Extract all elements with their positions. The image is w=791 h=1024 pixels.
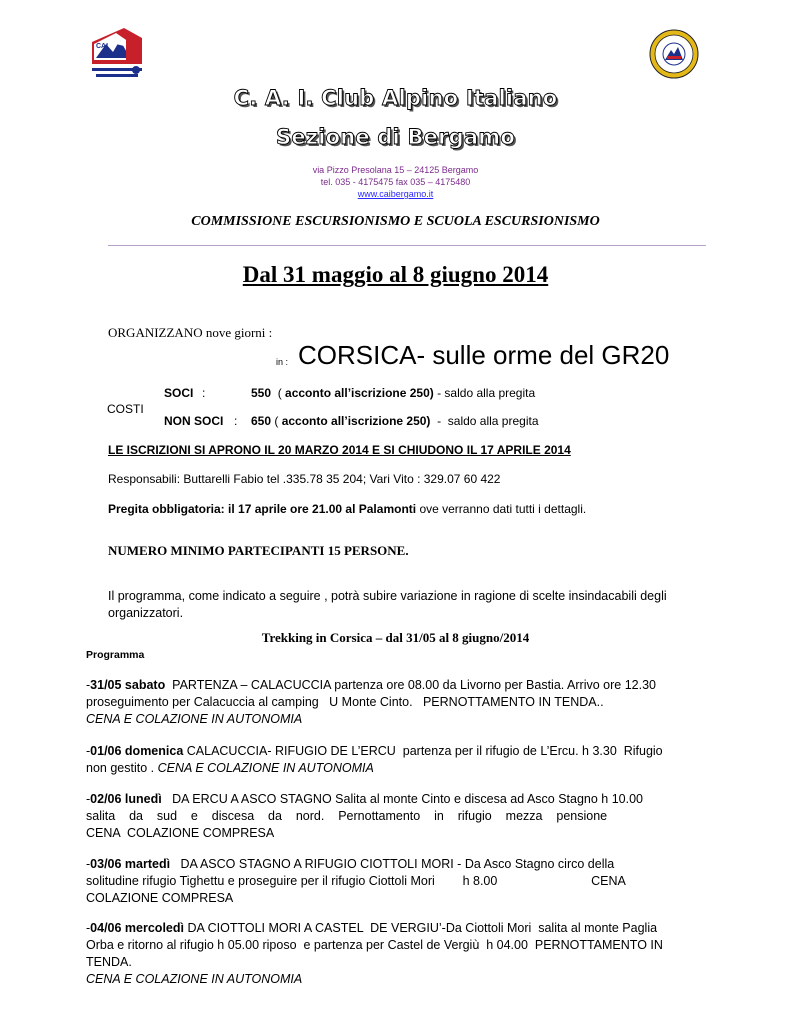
soci-colon: : [202,386,206,400]
day-date: 01/06 domenica [90,744,184,758]
day-text: DA ASCO STAGNO A RIFUGIO CIOTTOLI MORI - Da Asco Stagno circo della [170,857,615,871]
nonsoci-colon: : [234,414,238,428]
day-text: TENDA. [86,955,132,969]
day-date: 03/06 martedì [90,857,171,871]
day-prefix: - [86,744,91,758]
program-note: Il programma, come indicato a seguire , potrà subire variazione in ragione di scelte insindacabili degli organizzatori. [108,589,667,620]
address-phone: tel. 035 - 4175475 fax 035 – 4175480 [320,177,471,187]
day-note: CENA E COLAZIONE IN AUTONOMIA [157,761,374,775]
nonsoci-label: NON SOCI [164,414,224,428]
day-prefix: - [86,792,91,806]
nonsoci-deposit: acconto all’iscrizione 250) [281,414,431,428]
day-second-line [86,760,706,777]
destination-title: CORSICA- sulle orme del GR20 [298,340,670,370]
nonsoci-cost-line [251,414,539,428]
day-date: 04/06 mercoledì [90,921,184,935]
day-first-line [86,743,706,760]
soci-open: ( [271,386,286,400]
soci-label: SOCI [164,386,194,400]
pregita-bold: Pregita obbligatoria: il 17 aprile ore 21.00 al Palamonti [108,502,417,516]
day-text: proseguimento per Calacuccia al camping U Monte Cinto. PERNOTTAMENTO IN TENDA.. [86,695,604,709]
program-day [86,677,706,728]
day-note: CENA E COLAZIONE IN AUTONOMIA [86,712,303,726]
day-text: DA ERCU A ASCO STAGNO Salita al monte Cinto e discesa ad Asco Stagno h 10.00 [161,792,643,806]
day-first-line [86,791,706,808]
nonsoci-open: ( [271,414,282,428]
website-link[interactable]: www.caibergamo.it [357,189,434,199]
trek-title: Trekking in Corsica – dal 31/05 al 8 giugno/2014 [261,630,530,645]
website-line [0,188,791,200]
commission-heading: COMMISSIONE ESCURSIONISMO E SCUOLA ESCURSIONISMO [191,214,600,229]
program-day [86,791,706,842]
program-day [86,920,706,988]
organizers-line: ORGANIZZANO nove giorni : [108,325,273,340]
registration-dates: LE ISCRIZIONI SI APRONO IL 20 MARZO 2014 E SI CHIUDONO IL 17 APRILE 2014 [108,443,571,457]
soci-deposit: acconto all’iscrizione 250) [285,386,434,400]
soci-cost-line [251,386,535,400]
day-text: salita da sud e discesa da nord. Pernottamento in rifugio mezza pensione [86,809,608,823]
cai-logo-graphic [86,24,148,86]
responsabili-line: Responsabili: Buttarelli Fabio tel .335.78 35 204; Vari Vito : 329.07 60 422 [108,472,501,486]
day-prefix: - [86,921,91,935]
event-date-title: Dal 31 maggio al 8 giugno 2014 [242,262,549,287]
program-heading: Programma [86,649,145,661]
day-text: CENA COLAZIONE COMPRESA [86,826,275,840]
pregita-line [108,502,586,516]
day-text: Orba e ritorno al rifugio h 05.00 riposo e partenza per Castel de Vergiù h 04.00 PERNOTTAMENTO IN [86,938,663,952]
cai-logo-text: CAI [96,43,109,50]
day-prefix: - [86,857,91,871]
day-text: CALACUCCIA- RIFUGIO DE L’ERCU partenza per il rifugio de L’Ercu. h 3.30 Rifugio [183,744,663,758]
nonsoci-price: 650 [251,414,272,428]
day-text: solitudine rifugio Tighettu e proseguire per il rifugio Ciottoli Mori h 8.00 CENA [86,874,626,888]
address-street: via Pizzo Presolana 15 – 24125 Bergamo [312,165,479,175]
day-date: 31/05 sabato [90,678,166,692]
in-label: in : [276,357,289,367]
day-first-line [86,677,706,694]
day-text: non gestito . [86,761,158,775]
day-text: COLAZIONE COMPRESA [86,891,234,905]
soci-price: 550 [251,386,272,400]
day-text: DA CIOTTOLI MORI A CASTEL DE VERGIU’-Da Ciottoli Mori salita al monte Paglia [183,921,658,935]
program-day [86,743,706,777]
cai-logo [86,24,148,86]
scuola-escursionismo-logo [643,28,705,80]
program-day [86,856,706,907]
day-first-line [86,856,706,873]
day-date: 02/06 lunedì [90,792,162,806]
soci-rest: - saldo alla pregita [433,386,536,400]
costs-label: COSTI [107,402,144,416]
club-name: C. A. I. Club Alpino Italiano [233,86,558,110]
day-first-line [86,920,706,937]
min-participants: NUMERO MINIMO PARTECIPANTI 15 PERSONE. [108,543,409,558]
section-name: Sezione di Bergamo [276,125,515,149]
day-note: CENA E COLAZIONE IN AUTONOMIA [86,972,303,986]
scuola-logo-graphic [643,28,705,80]
day-prefix: - [86,678,91,692]
pregita-rest: ove verranno dati tutti i dettagli. [416,502,587,516]
header-divider [108,245,706,246]
nonsoci-rest: - saldo alla pregita [430,414,539,428]
day-text: PARTENZA – CALACUCCIA partenza ore 08.00 da Livorno per Bastia. Arrivo ore 12.30 [165,678,656,692]
